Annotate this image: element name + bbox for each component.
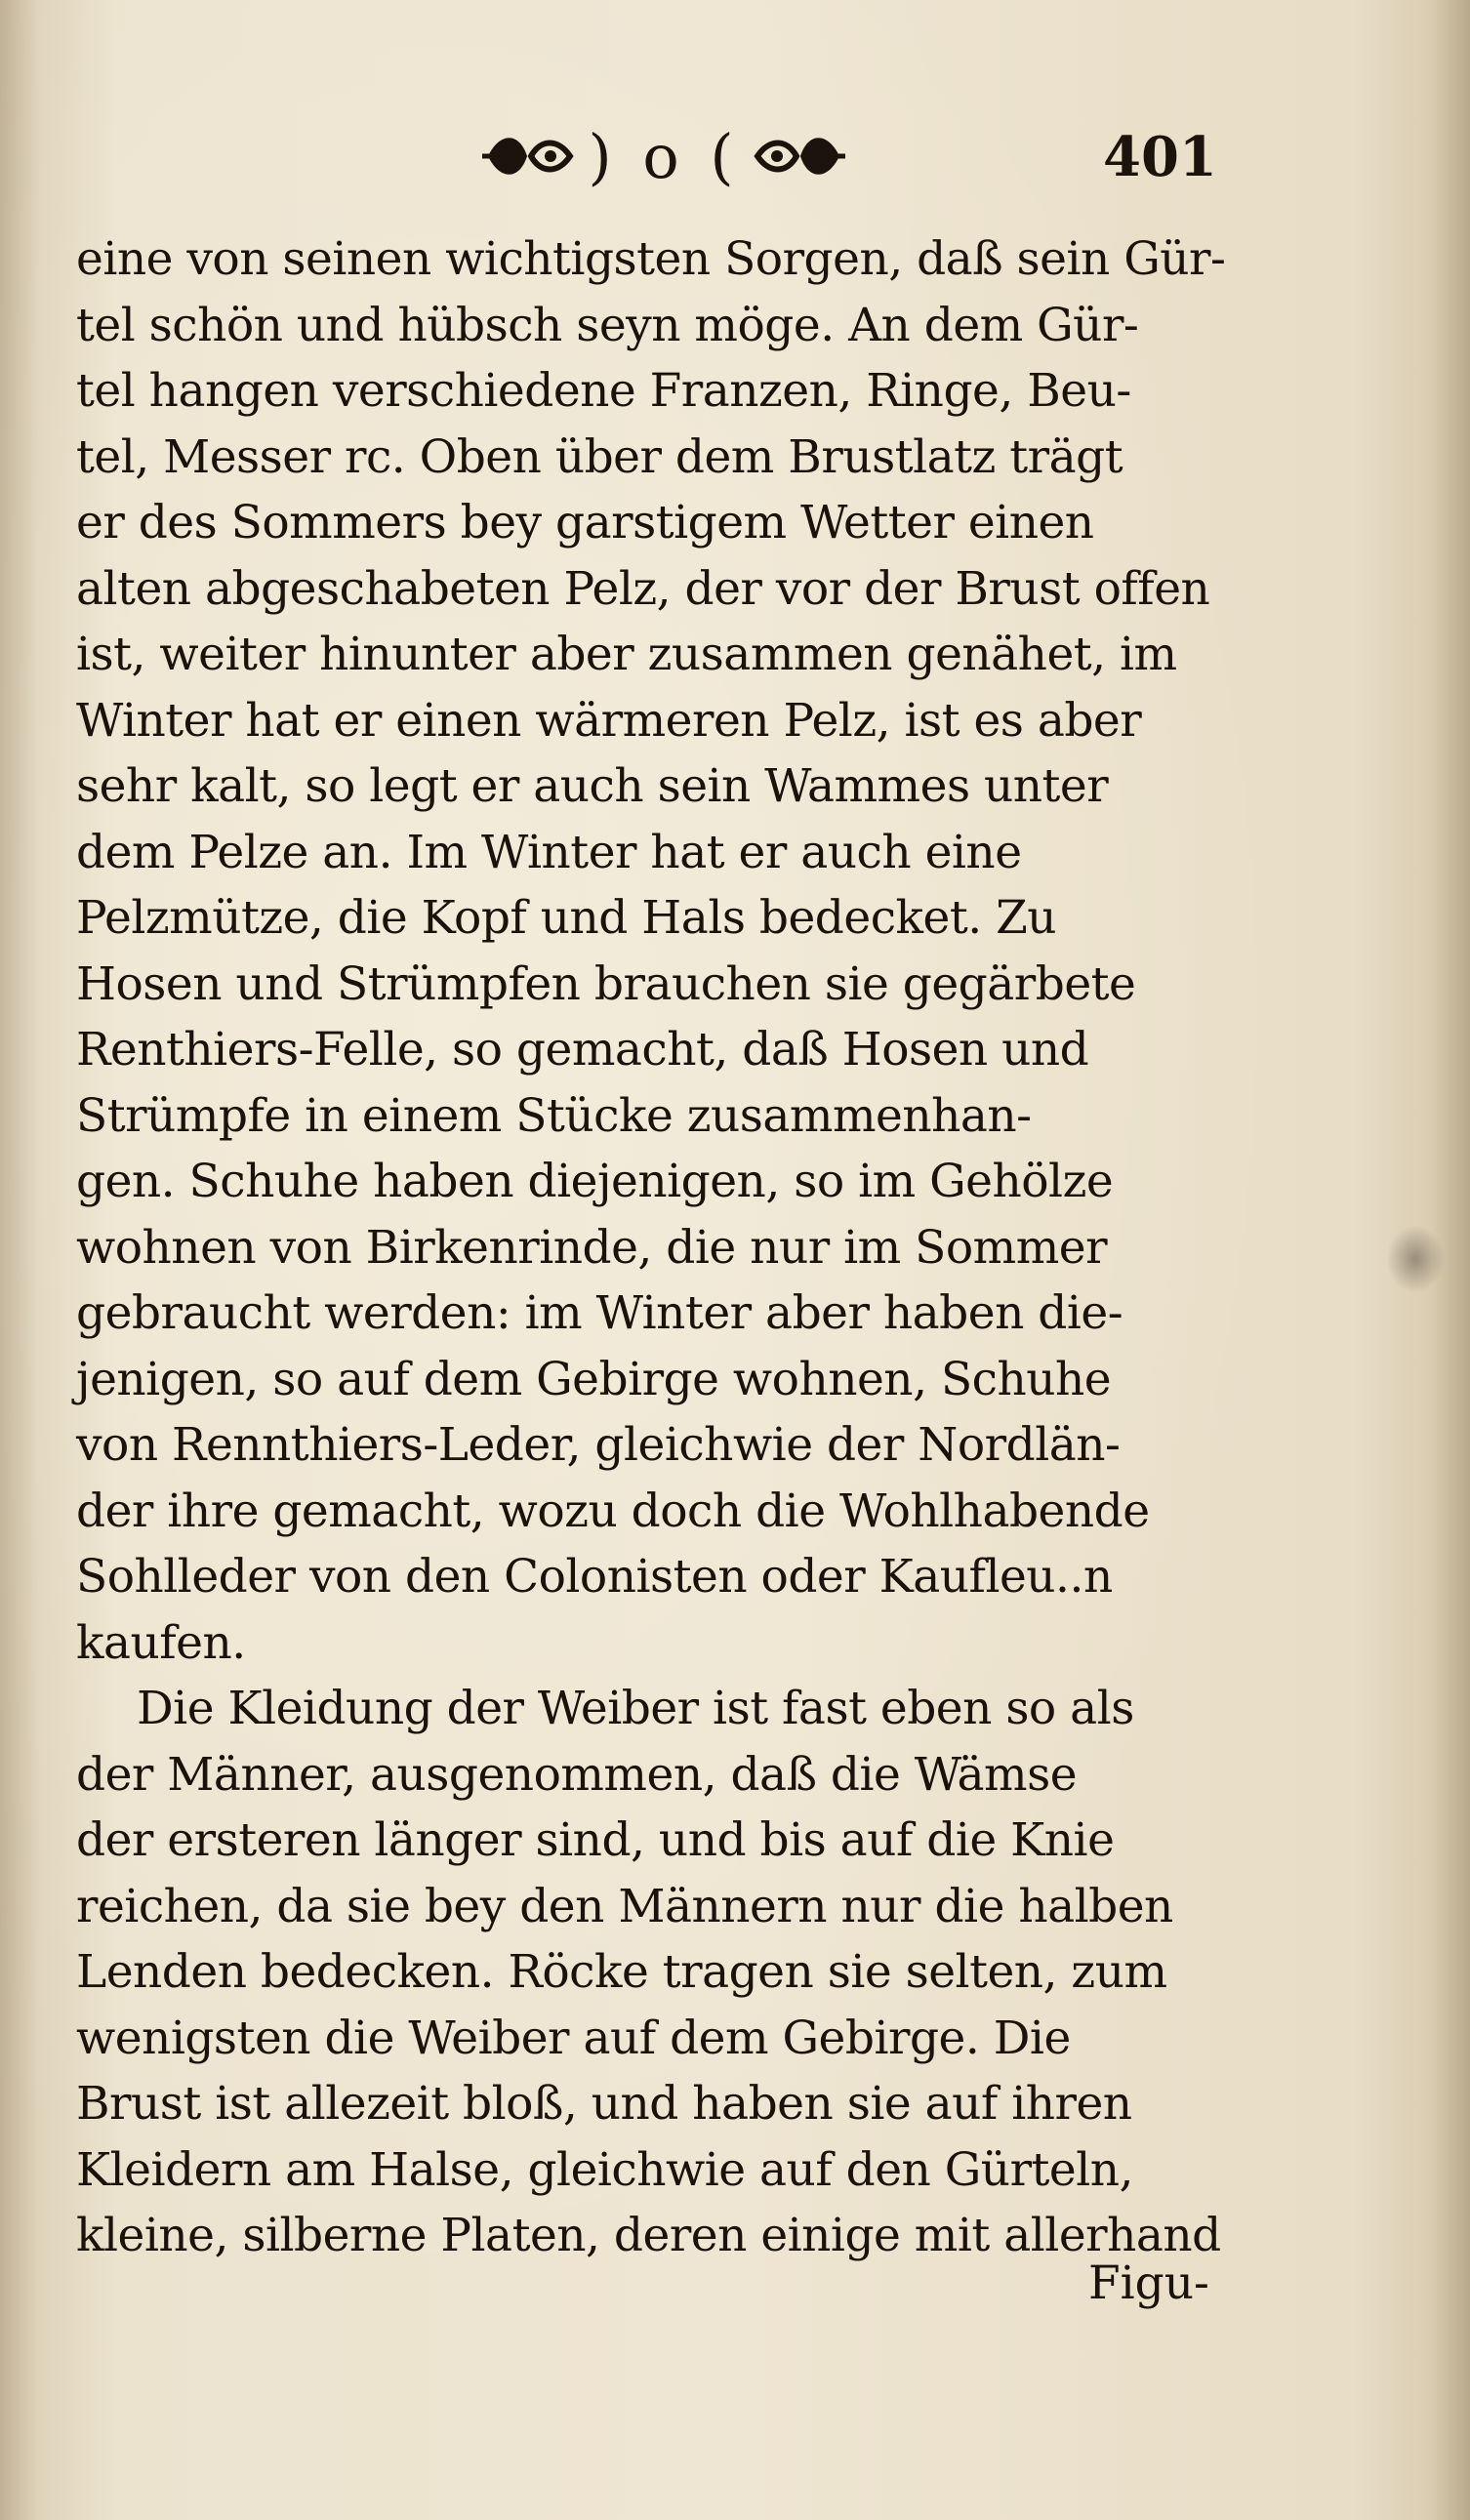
catchword: Figu- — [1088, 2256, 1209, 2310]
text-line: der Männer, ausgenommen, daß die Wämse — [76, 1747, 1078, 1802]
text-line: jenigen, so auf dem Gebirge wohnen, Schuhe — [76, 1352, 1112, 1406]
paragraph — [76, 226, 1247, 1676]
page-number: 401 — [1103, 125, 1217, 189]
running-header — [0, 107, 1470, 205]
text-line: tel schön und hübsch seyn möge. An dem Gür- — [76, 298, 1139, 352]
text-line: Strümpfe in einem Stücke zusammenhan- — [76, 1088, 1032, 1143]
text-line: wohnen von Birkenrinde, die nur im Sommer — [76, 1220, 1108, 1275]
text-line: alten abgeschabeten Pelz, der vor der Brust offen — [76, 561, 1210, 616]
text-line: dem Pelze an. Im Winter hat er auch eine — [76, 825, 1022, 879]
text-line: Brust ist allezeit bloß, und haben sie auf ihren — [76, 2077, 1132, 2131]
text-line: Winter hat er einen wärmeren Pelz, ist es aber — [76, 693, 1142, 748]
text-line: tel hangen verschiedene Franzen, Ringe, Beu- — [76, 364, 1131, 418]
text-line: Kleidern am Halse, gleichwie auf den Gürteln, — [76, 2142, 1133, 2197]
flourish-right-icon — [750, 127, 847, 185]
text-line: Die Kleidung der Weiber ist fast eben so als — [137, 1682, 1134, 1735]
text-line: reichen, da sie bey den Männern nur die halben — [76, 1879, 1173, 1933]
header-ornament — [434, 117, 893, 195]
text-line: sehr kalt, so legt er auch sein Wammes unter — [76, 759, 1109, 813]
text-line: Sohlleder von den Colonisten oder Kaufleu..n — [76, 1550, 1113, 1604]
text-line: eine von seinen wichtigsten Sorgen, daß sein Gür- — [76, 232, 1226, 286]
text-line: der ersteren länger sind, und bis auf die Knie — [76, 1813, 1115, 1867]
paragraph — [76, 1676, 1247, 2269]
ink-smudge — [1386, 1225, 1445, 1293]
text-line: von Rennthiers-Leder, gleichwie der Nordlän- — [76, 1418, 1121, 1472]
text-line: der ihre gemacht, wozu doch die Wohlhabende — [76, 1484, 1150, 1538]
text-line: Hosen und Strümpfen brauchen sie gegärbete — [76, 956, 1136, 1011]
text-line: Renthiers-Felle, so gemacht, daß Hosen und — [76, 1023, 1089, 1077]
body-text — [76, 226, 1247, 2269]
text-line: tel, Messer rc. Oben über dem Brustlatz trägt — [76, 429, 1123, 484]
text-line: gebraucht werden: im Winter aber haben die- — [76, 1286, 1123, 1340]
ornament-middle: ) o ( — [588, 120, 740, 192]
page-edge-shadow-left — [0, 0, 39, 2520]
text-line: gen. Schuhe haben diejenigen, so im Gehölze — [76, 1155, 1114, 1208]
text-line: Pelzmütze, die Kopf und Hals bedecket. Zu — [76, 891, 1057, 945]
text-line: er des Sommers bey garstigem Wetter einen — [76, 496, 1094, 549]
text-line: kaufen. — [76, 1615, 246, 1670]
text-line: ist, weiter hinunter aber zusammen genähet, im — [76, 628, 1177, 681]
text-line: wenigsten die Weiber auf dem Gebirge. Die — [76, 2011, 1071, 2065]
text-line: Lenden bedecken. Röcke tragen sie selten, zum — [76, 1945, 1167, 1999]
text-line: kleine, silberne Platen, deren einige mit allerhand — [76, 2209, 1221, 2262]
flourish-left-icon — [480, 127, 578, 185]
